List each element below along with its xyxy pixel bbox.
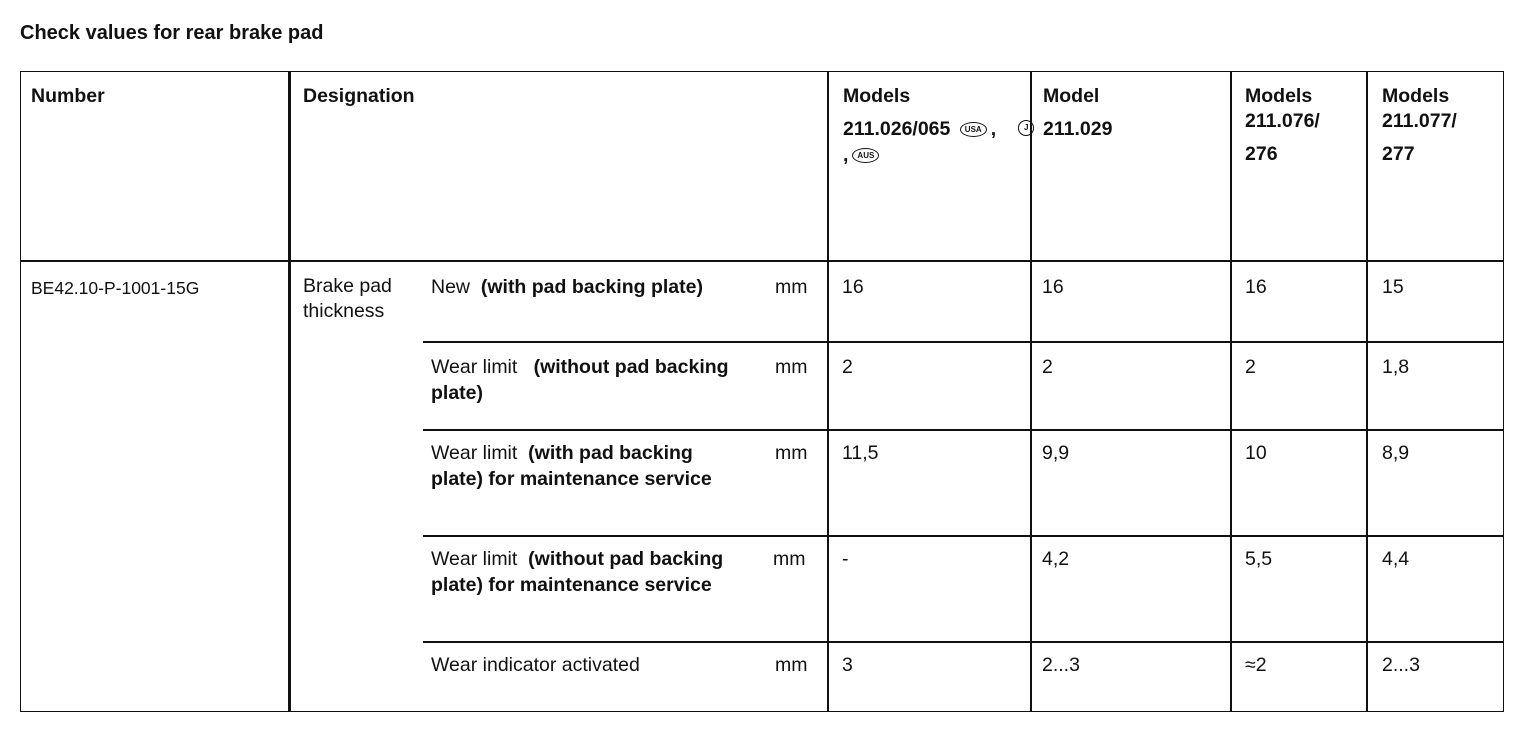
unit: mm <box>775 276 808 298</box>
cell-value: 5,5 <box>1245 548 1273 570</box>
label-plain: Wear limit <box>431 356 518 378</box>
cell-value: 1,8 <box>1382 356 1410 378</box>
cell-value: 2 <box>1042 356 1053 378</box>
header-designation: Designation <box>303 85 415 107</box>
header-models-col4-line2: 211.077/ <box>1382 110 1457 132</box>
divider <box>423 429 1504 431</box>
cell-value: 2...3 <box>1382 654 1420 676</box>
separator: , <box>990 118 997 140</box>
subrow-label <box>431 354 731 406</box>
label-bold: (with pad backing plate) <box>480 276 703 298</box>
cell-value: 16 <box>842 276 864 298</box>
cell-value: 8,9 <box>1382 442 1410 464</box>
label-plain: Wear indicator activated <box>431 654 640 676</box>
header-models-col3-line3: 276 <box>1245 143 1278 165</box>
divider <box>1030 71 1032 712</box>
divider <box>827 71 829 712</box>
subrow-label <box>431 652 640 678</box>
header-model-col2-line1: Model <box>1043 85 1100 107</box>
header-models-col1-line1: Models <box>843 85 911 107</box>
label-plain: New <box>431 276 471 298</box>
header-models-col4-line1: Models <box>1382 85 1450 107</box>
cell-value: 16 <box>1245 276 1267 298</box>
unit: mm <box>775 356 808 378</box>
unit: mm <box>775 442 808 464</box>
label-plain: Wear limit <box>431 548 518 570</box>
divider <box>288 71 291 712</box>
header-models-col1-line3 <box>843 142 883 168</box>
cell-value: 4,2 <box>1042 548 1070 570</box>
usa-badge-icon: USA <box>960 122 987 137</box>
cell-value: 10 <box>1245 442 1267 464</box>
header-models-col4-line3: 277 <box>1382 143 1415 165</box>
divider <box>423 341 1504 343</box>
row-number: BE42.10-P-1001-15G <box>31 278 200 298</box>
label-bold: (without pad backing plate) for maintenance service <box>431 548 724 596</box>
label-plain: Wear limit <box>431 442 518 464</box>
cell-value: 11,5 <box>842 442 879 464</box>
header-model-col2-line2: 211.029 <box>1043 118 1113 140</box>
cell-value: 2 <box>842 356 853 378</box>
table-frame <box>20 71 1504 712</box>
cell-value: 2 <box>1245 356 1256 378</box>
subrow-label <box>431 440 741 492</box>
subrow-label <box>431 274 703 300</box>
unit: mm <box>773 548 806 570</box>
j-badge-icon: J <box>1018 120 1034 136</box>
subrow-label <box>431 546 731 598</box>
cell-value: 3 <box>842 654 853 676</box>
model-number: 211.026/065 <box>843 118 951 140</box>
document-title: Check values for rear brake pad <box>20 22 324 44</box>
cell-value: - <box>842 548 849 570</box>
row-designation: Brake pad thickness <box>303 275 392 322</box>
divider <box>1230 71 1232 712</box>
cell-value: 4,4 <box>1382 548 1410 570</box>
divider <box>1366 71 1368 712</box>
label-bold: (with pad backing plate) for maintenance service <box>431 442 712 490</box>
cell-value: 2...3 <box>1042 654 1080 676</box>
separator: , <box>843 144 849 166</box>
cell-value: 15 <box>1382 276 1404 298</box>
header-number: Number <box>31 85 105 107</box>
divider <box>423 535 1504 537</box>
unit: mm <box>775 654 808 676</box>
header-models-col1-line2 <box>843 116 996 142</box>
label-bold: (without pad backing plate) <box>431 356 729 404</box>
aus-badge-icon: AUS <box>852 148 879 163</box>
cell-value: 9,9 <box>1042 442 1070 464</box>
divider <box>20 260 1504 262</box>
header-models-col3-line1: Models <box>1245 85 1313 107</box>
cell-value: ≈2 <box>1245 654 1267 676</box>
divider <box>423 641 1504 643</box>
cell-value: 16 <box>1042 276 1064 298</box>
header-models-col3-line2: 211.076/ <box>1245 110 1320 132</box>
